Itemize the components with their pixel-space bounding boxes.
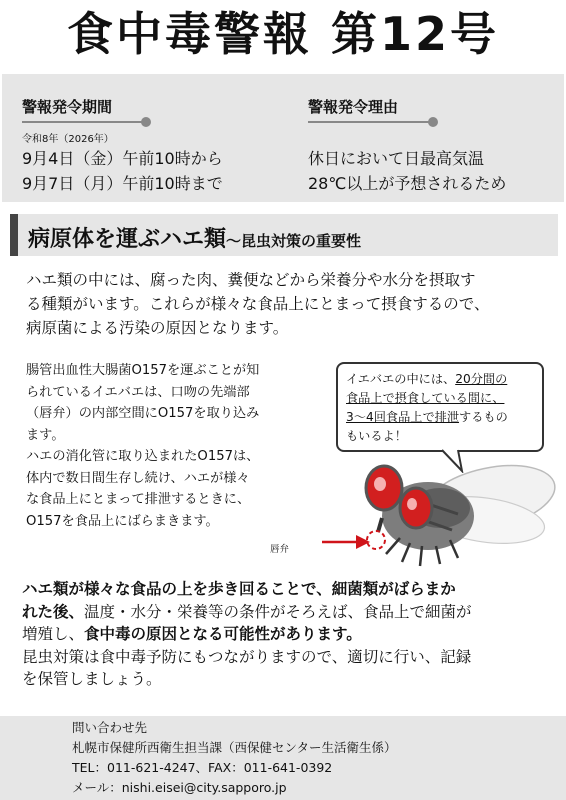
period-from: 9月4日（金）午前10時から	[22, 149, 223, 168]
conclusion-bold: れた後、	[22, 602, 85, 621]
conclusion-line: を保管しましょう。	[22, 670, 162, 689]
detail-line: られているイエバエは、口吻の先端部	[26, 384, 250, 400]
contact-phone: TEL：011-621-4247、FAX：011-641-0392	[72, 760, 333, 775]
detail-line: ます。	[26, 427, 65, 443]
bubble-underlined: 20分間の	[455, 372, 508, 386]
period-era: 令和8年（2026年）	[22, 134, 114, 145]
speech-bubble	[336, 362, 544, 452]
conclusion-paragraph	[22, 578, 558, 691]
bullet-dot	[141, 117, 151, 127]
housefly-illustration	[340, 458, 566, 568]
conclusion-line: 昆虫対策は食中毒予防にもつながりますので、適切に行い、記録	[22, 647, 472, 666]
bubble-text: イエバエの中には、	[346, 372, 456, 386]
contact-email: メール：nishi.eisei@city.sapporo.jp	[72, 780, 287, 795]
bubble-line	[346, 408, 534, 427]
bubble-line	[346, 389, 534, 408]
contact-heading: 問い合わせ先	[72, 720, 148, 735]
detail-paragraph	[26, 360, 326, 532]
conclusion-normal: 増殖し、	[22, 625, 85, 644]
bubble-line	[346, 370, 534, 389]
conclusion-normal: 温度・水分・栄養等の条件がそろえば、食品上で細菌が	[84, 602, 472, 621]
conclusion-bold: 食中毒の原因となる可能性があります。	[84, 625, 362, 644]
detail-line: O157を食品上にばらまきます。	[26, 513, 219, 529]
detail-line: （唇弁）の内部空間にO157を取り込み	[26, 406, 260, 421]
section-title-main: 病原体を運ぶハエ類	[28, 227, 227, 252]
bubble-underlined: 食品上で摂食している間に、	[346, 391, 505, 405]
intro-paragraph	[26, 268, 556, 340]
period-to: 9月7日（月）午前10時まで	[22, 174, 223, 193]
reason-line1: 休日において日最高気温	[308, 149, 485, 168]
detail-line: 腸管出血性大腸菌O157を運ぶことが知	[26, 363, 260, 378]
bubble-text: するもの	[459, 410, 508, 424]
page-title: 食中毒警報 第12号	[66, 7, 500, 61]
conclusion-line: ハエ類が様々な食品の上を歩き回ることで、細菌類がばらまか	[22, 580, 456, 598]
lip-label: 唇弁	[270, 544, 290, 555]
contact-department: 札幌市保健所西衛生担当課（西保健センター生活衛生係）	[72, 740, 397, 755]
reason-heading: 警報発令理由	[308, 96, 430, 117]
bubble-line: もいるよ！	[346, 429, 407, 443]
reason-line2: 28℃以上が予想されるため	[308, 174, 507, 193]
intro-line: る種類がいます。これらが様々な食品上にとまって摂食するので、	[26, 295, 490, 313]
intro-line: 病原菌による汚染の原因となります。	[26, 319, 289, 337]
conclusion-line	[22, 601, 558, 624]
detail-line: な食品上にとまって排泄するときに、	[26, 492, 251, 507]
section-title	[28, 222, 361, 253]
arrow-icon	[320, 532, 372, 558]
period-heading: 警報発令期間	[22, 96, 142, 117]
intro-line: ハエ類の中には、腐った肉、糞便などから栄養分や水分を摂取す	[26, 271, 476, 289]
section-subtitle: ～昆虫対策の重要性	[226, 232, 362, 250]
bubble-underlined: 3～4回食品上で排泄	[346, 410, 460, 424]
conclusion-line	[22, 623, 558, 646]
detail-line: 体内で数日間生存し続け、ハエが様々	[26, 470, 250, 486]
detail-line: ハエの消化管に取り込まれたO157は、	[26, 449, 260, 464]
